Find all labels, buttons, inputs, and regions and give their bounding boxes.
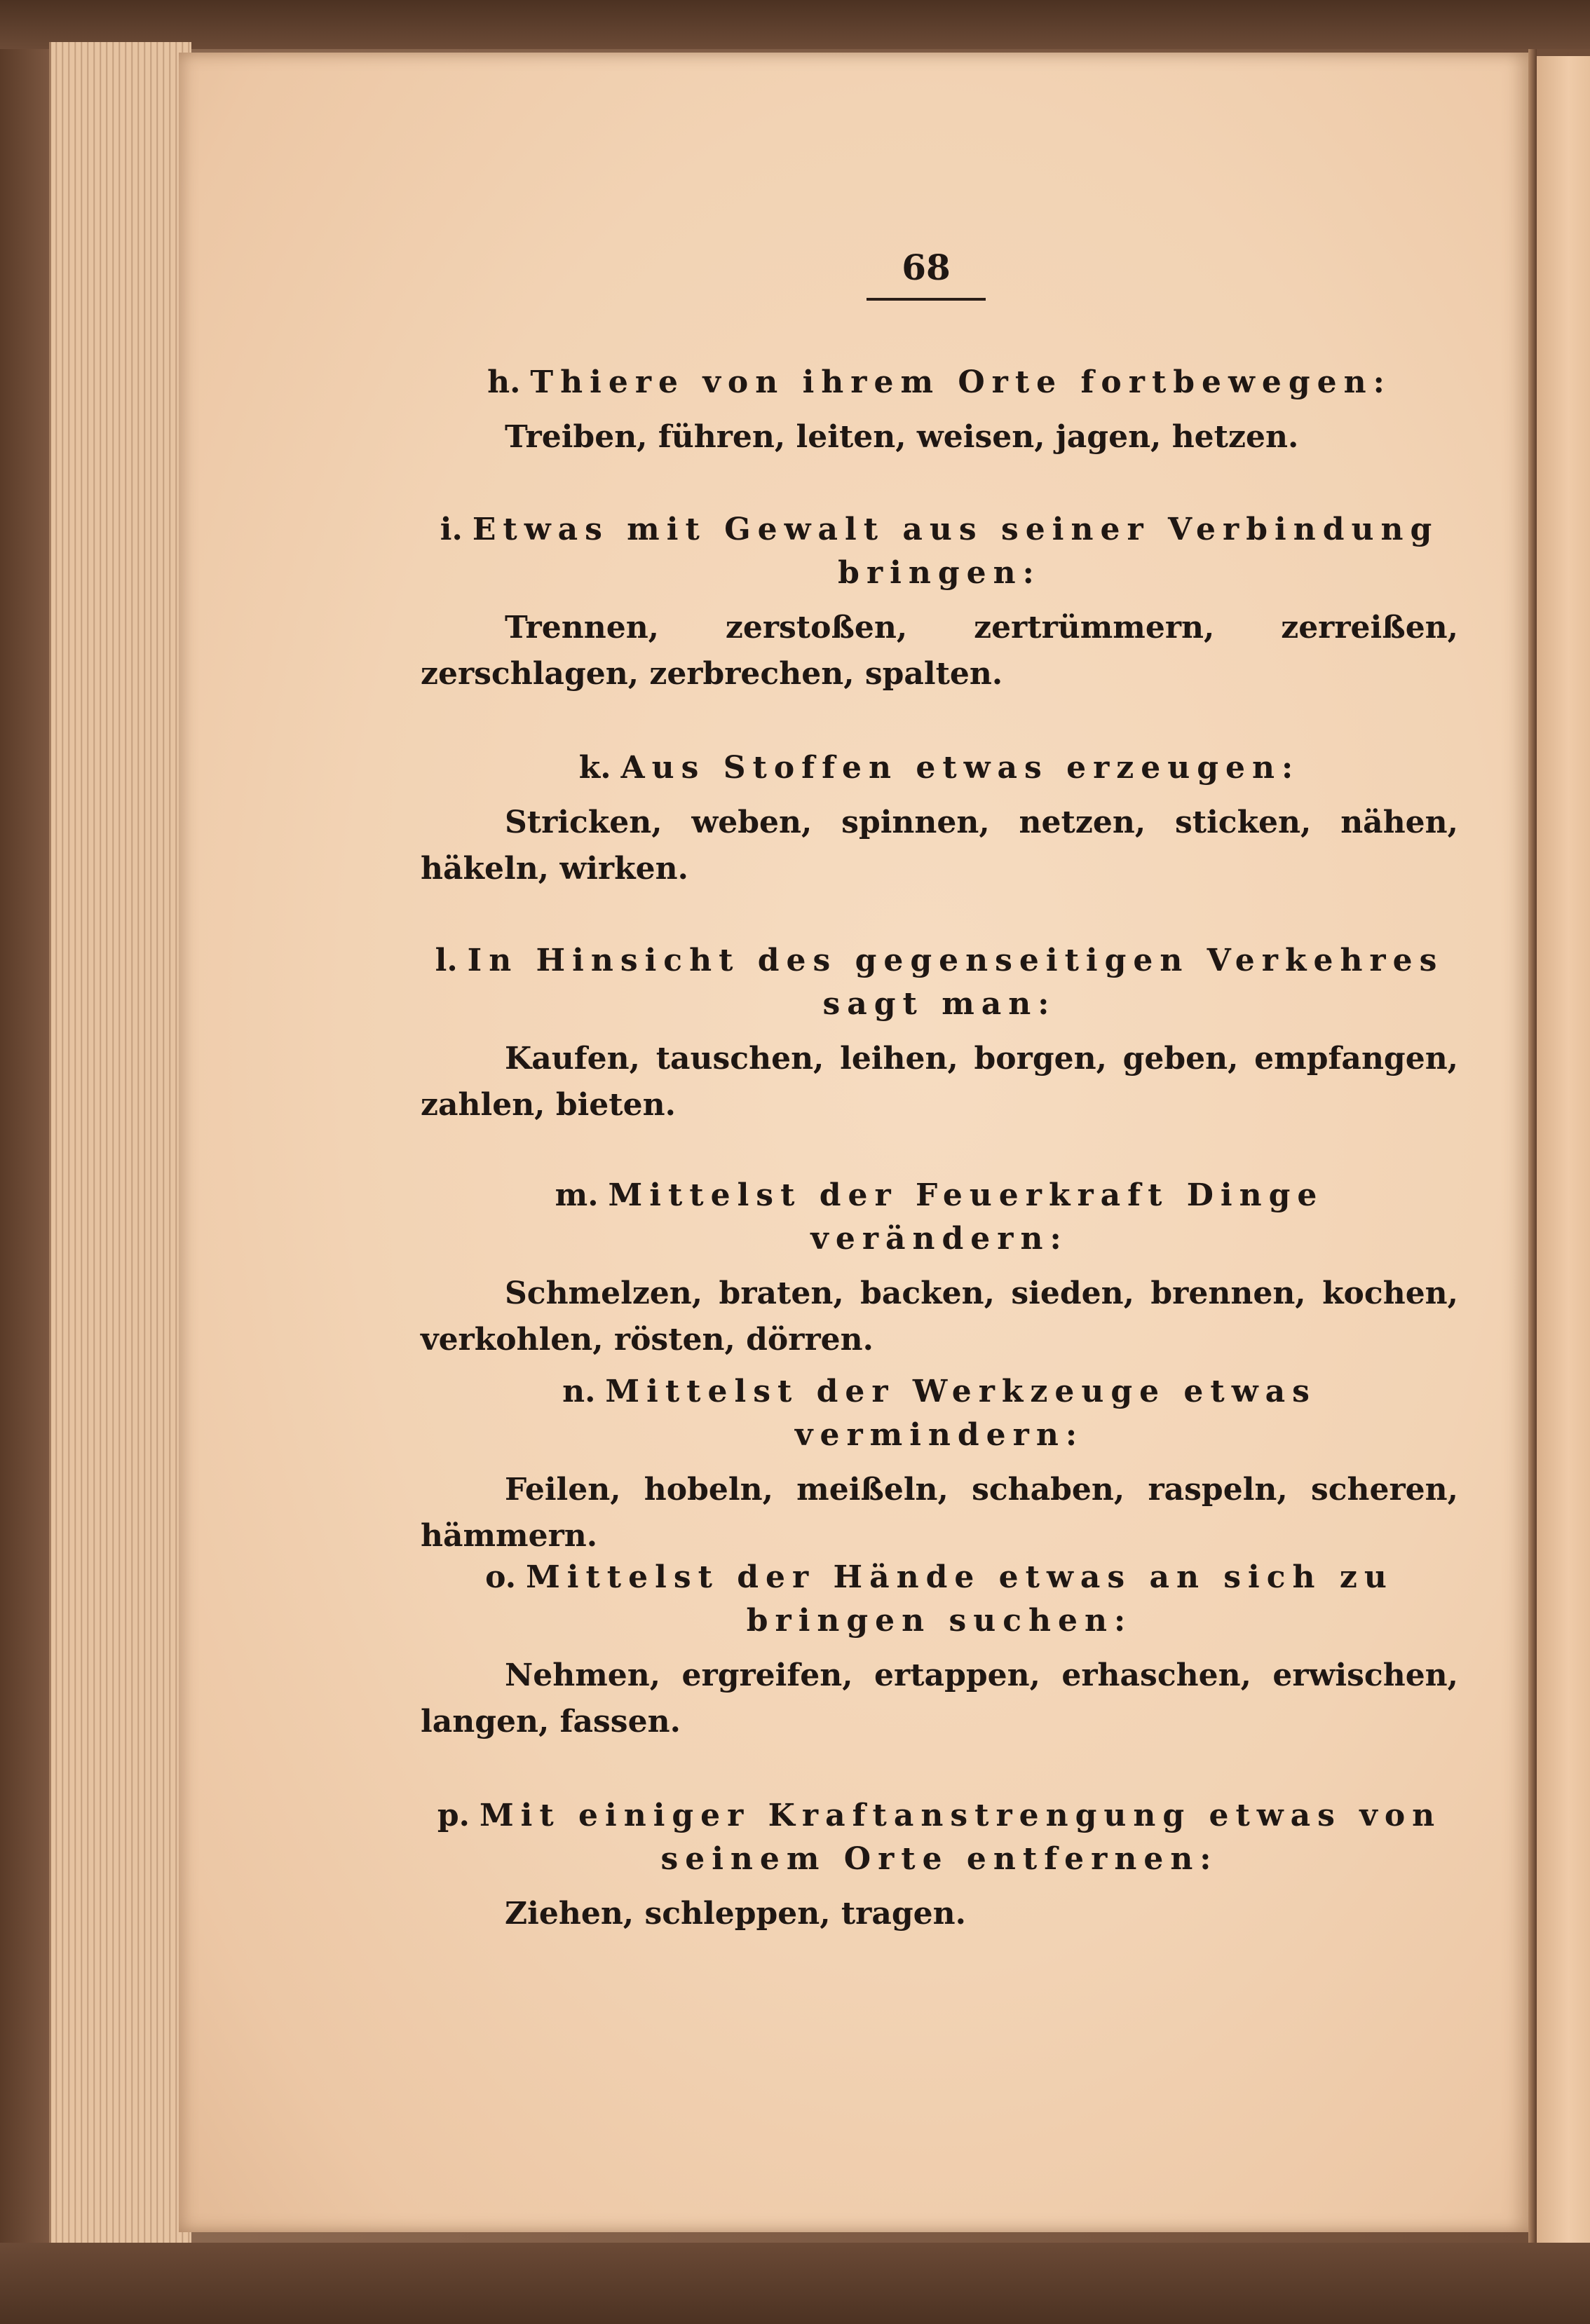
entry-heading-text: In Hinsicht des gegenseitigen Verkehres sagt man: xyxy=(467,943,1444,1022)
entry-heading-text: Thiere von ihrem Orte fortbewegen: xyxy=(530,364,1392,400)
entry-heading xyxy=(421,746,1458,790)
page-number: 68 xyxy=(902,247,951,288)
entry-heading-text: Mittelst der Feuerkraft Dinge verändern: xyxy=(608,1177,1324,1257)
entry-body: Treiben, führen, leiten, weisen, jagen, hetzen. xyxy=(505,419,1299,455)
entry-letter: h. xyxy=(487,364,521,400)
entry-heading-text: Mit einiger Kraftanstrengung etwas von seinem Orte entfernen: xyxy=(479,1798,1442,1877)
entry-heading xyxy=(421,1794,1458,1881)
book-cover-top xyxy=(0,0,1590,49)
entry-m xyxy=(421,1174,1458,1363)
entry-h xyxy=(421,361,1458,460)
entry-letter: p. xyxy=(437,1798,470,1833)
entry-letter: k. xyxy=(578,750,611,786)
entry-body: Feilen, hobeln, meißeln, schaben, raspeln, scheren, hämmern. xyxy=(421,1472,1458,1554)
page-edges xyxy=(49,42,191,2257)
entry-body: Schmelzen, braten, backen, sieden, brennen, kochen, verkohlen, rösten, dörren. xyxy=(421,1276,1458,1358)
entry-heading xyxy=(421,1556,1458,1643)
entry-k xyxy=(421,746,1458,892)
entry-l xyxy=(421,939,1458,1128)
entry-n xyxy=(421,1370,1458,1559)
entry-body: Kaufen, tauschen, leihen, borgen, geben, empfangen, zahlen, bieten. xyxy=(421,1041,1458,1123)
entry-body: Trennen, zerstoßen, zertrümmern, zerreißen, zerschlagen, zerbrechen, spalten. xyxy=(421,610,1458,692)
entry-heading-text: Mittelst der Hände etwas an sich zu bringen suchen: xyxy=(526,1559,1394,1639)
entry-p xyxy=(421,1794,1458,1937)
entry-letter: m. xyxy=(555,1177,599,1213)
entry-o xyxy=(421,1556,1458,1745)
book-gutter xyxy=(1528,49,1537,2250)
entry-letter: o. xyxy=(485,1559,517,1595)
entry-body: Ziehen, schleppen, tragen. xyxy=(505,1896,966,1932)
page-number-rule xyxy=(867,298,986,301)
entry-heading xyxy=(421,508,1458,595)
entry-heading-text: Aus Stoffen etwas erzeugen: xyxy=(620,750,1300,786)
entry-heading xyxy=(421,1174,1458,1261)
entry-letter: n. xyxy=(562,1374,596,1409)
facing-page-edge xyxy=(1537,56,1590,2243)
entry-letter: l. xyxy=(435,943,458,978)
entry-heading-text: Mittelst der Werkzeuge etwas vermindern: xyxy=(605,1374,1317,1453)
entry-heading xyxy=(421,1370,1458,1457)
entry-letter: i. xyxy=(440,512,463,547)
entry-heading xyxy=(421,361,1458,404)
entry-heading-text: Etwas mit Gewalt aus seiner Verbindung bringen: xyxy=(472,512,1439,591)
entry-body: Stricken, weben, spinnen, netzen, sticken, nähen, häkeln, wirken. xyxy=(421,805,1458,887)
book-cover-bottom xyxy=(0,2243,1590,2324)
entry-i xyxy=(421,508,1458,697)
entry-heading xyxy=(421,939,1458,1026)
entry-body: Nehmen, ergreifen, ertappen, erhaschen, erwischen, langen, fassen. xyxy=(421,1657,1458,1739)
